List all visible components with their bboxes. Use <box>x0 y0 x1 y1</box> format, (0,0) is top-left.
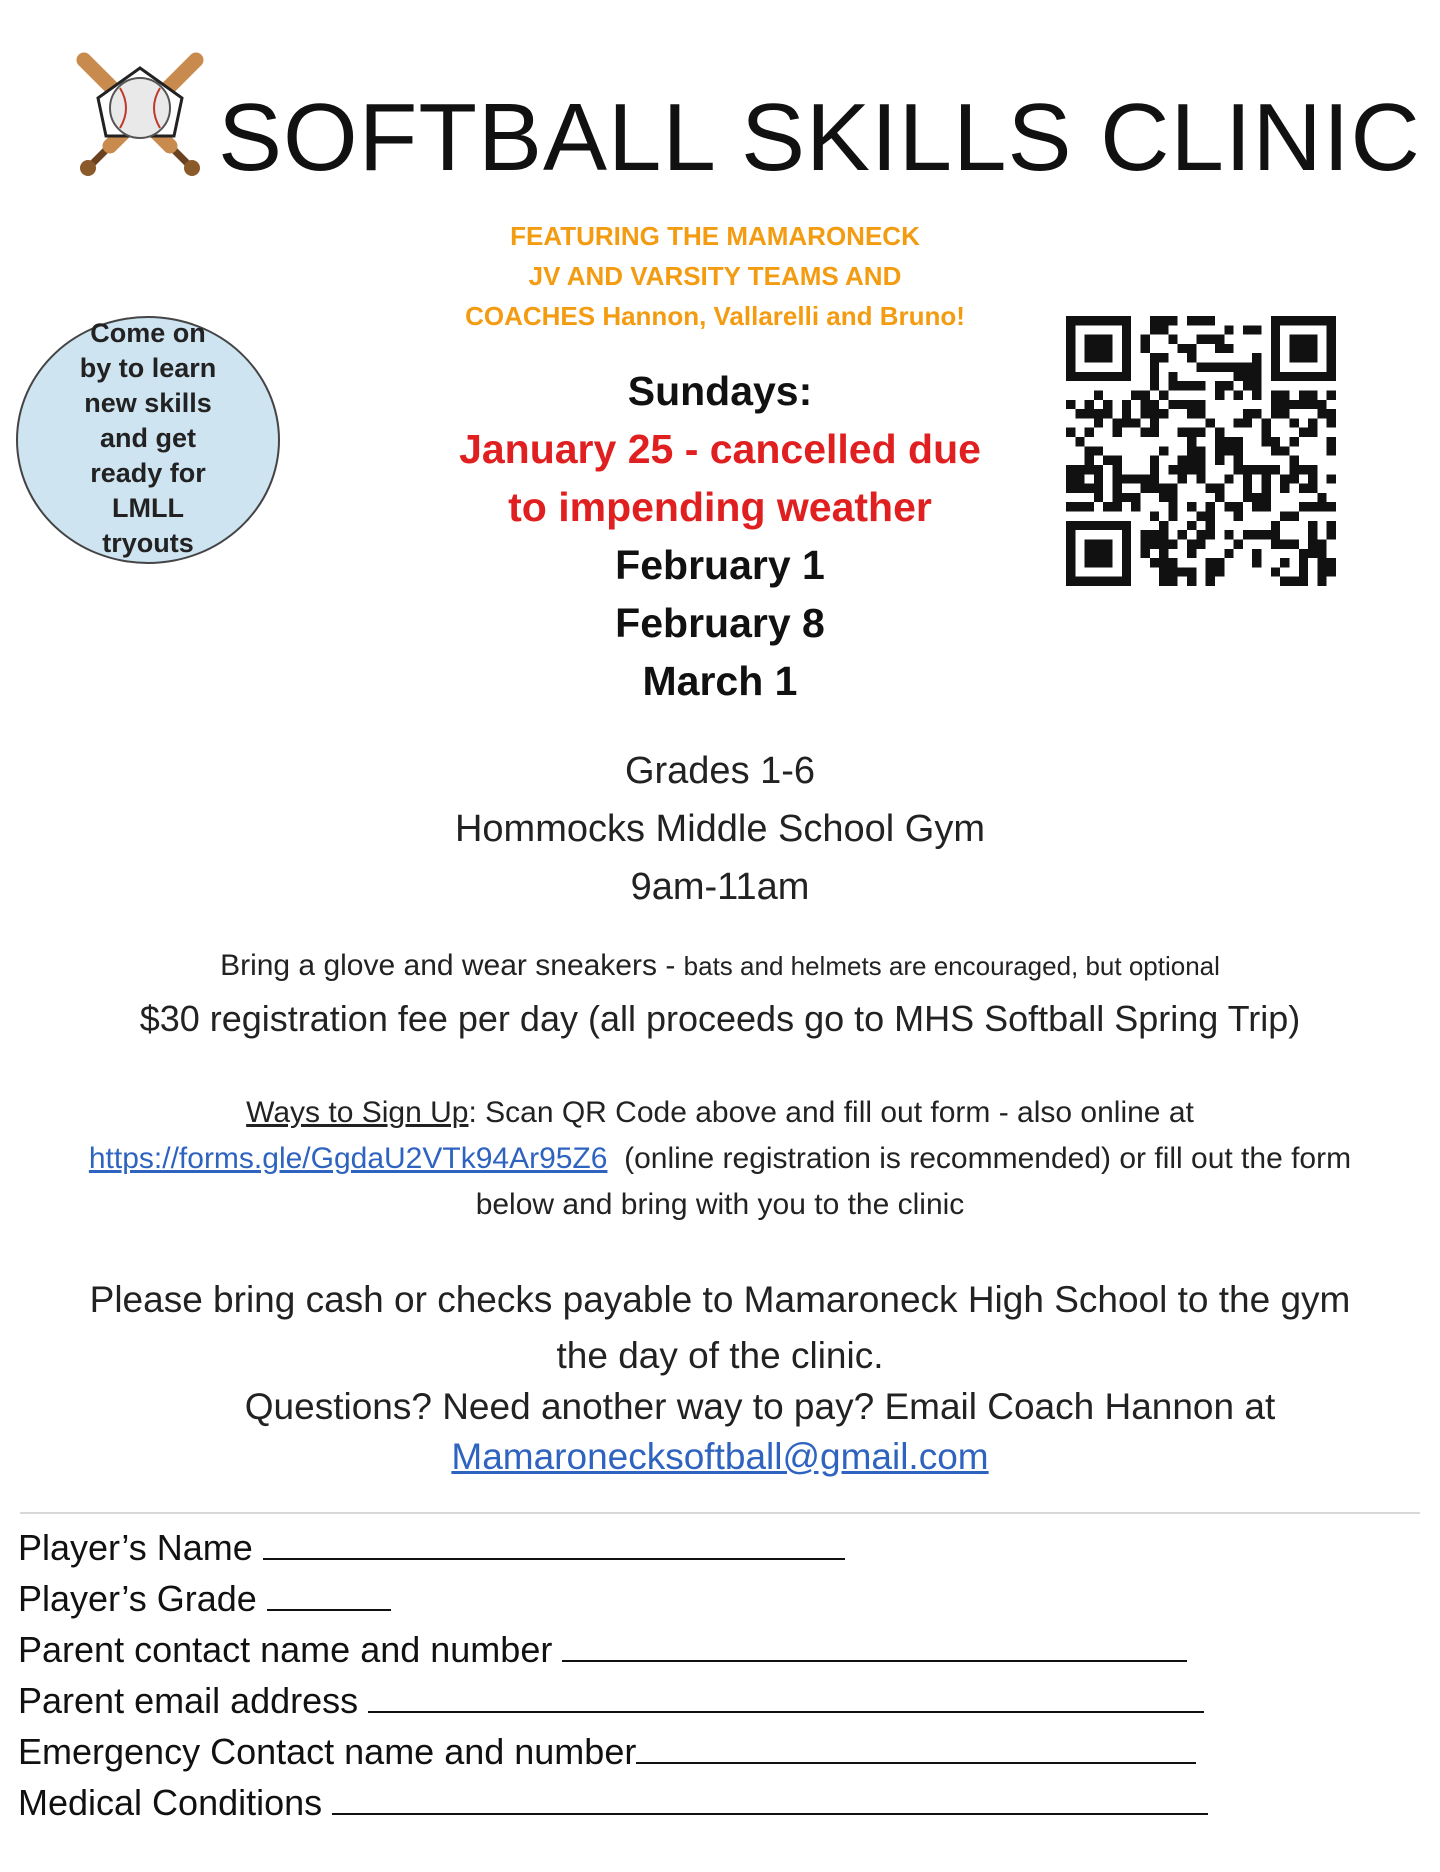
schedule-heading: Sundays: <box>627 368 813 414</box>
location-text: Hommocks Middle School Gym <box>454 808 986 850</box>
form-label: Parent contact name and number <box>18 1629 553 1670</box>
callout-line: by to learn <box>79 353 217 383</box>
featuring-line: COACHES Hannon, Vallarelli and Bruno! <box>465 301 965 331</box>
callout-text <box>16 316 280 561</box>
date-item: February 1 <box>615 542 825 588</box>
form-row <box>18 1777 1418 1828</box>
parent-email-field[interactable] <box>368 1677 1204 1713</box>
cancelled-date: January 25 - cancelled due <box>459 426 981 472</box>
divider <box>20 1512 1420 1514</box>
date-item: March 1 <box>642 658 798 704</box>
signup-text: below and bring with you to the clinic <box>475 1188 965 1221</box>
crossed-bats-baseball-icon <box>60 36 220 186</box>
equipment-main: Bring a glove and wear sneakers - <box>220 949 676 982</box>
payment-note <box>20 1272 1420 1384</box>
callout-line: ready for <box>90 458 206 488</box>
time-text: 9am-11am <box>630 866 810 908</box>
featuring-line: JV AND VARSITY TEAMS AND <box>528 261 902 291</box>
signup-text: : Scan QR Code above and fill out form - also online at <box>468 1096 1194 1129</box>
parent-contact-field[interactable] <box>562 1626 1187 1662</box>
featuring-text <box>430 216 1000 336</box>
cancelled-reason: to impending weather <box>508 484 932 530</box>
registration-form <box>18 1522 1418 1828</box>
fee-text: $30 registration fee per day (all proceeds go to MHS Softball Spring Trip) <box>139 998 1301 1039</box>
form-label: Medical Conditions <box>18 1782 323 1823</box>
page-title: SOFTBALL SKILLS CLINIC <box>218 84 1421 191</box>
player-name-field[interactable] <box>263 1524 845 1560</box>
payment-line: the day of the clinic. <box>556 1335 884 1376</box>
form-row <box>18 1573 1418 1624</box>
form-row <box>18 1726 1418 1777</box>
callout-line: LMLL <box>112 493 184 523</box>
email-link[interactable]: Mamaronecksoftball@gmail.com <box>451 1436 989 1477</box>
grades-text: Grades 1-6 <box>624 750 816 792</box>
medical-conditions-field[interactable] <box>332 1779 1208 1815</box>
signup-text: (online registration is recommended) or fill out the form <box>624 1142 1352 1175</box>
event-info <box>360 742 1080 916</box>
equipment-note <box>0 946 1440 986</box>
signup-link[interactable]: https://forms.gle/GgdaU2VTk94Ar95Z6 <box>88 1142 608 1175</box>
callout-line: tryouts <box>102 528 194 558</box>
questions-text: Questions? Need another way to pay? Email Coach Hannon at <box>244 1386 1276 1427</box>
callout-line: new skills <box>84 388 212 418</box>
schedule <box>360 362 1080 710</box>
form-row <box>18 1675 1418 1726</box>
signup-label: Ways to Sign Up <box>246 1096 469 1129</box>
signup-instructions <box>20 1090 1420 1228</box>
featuring-line: FEATURING THE MAMARONECK <box>510 221 920 251</box>
callout-line: and get <box>99 423 196 453</box>
callout-line: Come on <box>90 318 206 348</box>
emergency-contact-field[interactable] <box>636 1728 1196 1764</box>
form-label: Parent email address <box>18 1680 359 1721</box>
email-link-wrap <box>0 1432 1440 1482</box>
form-row <box>18 1624 1418 1675</box>
payment-line: Please bring cash or checks payable to Mamaroneck High School to the gym <box>89 1279 1351 1320</box>
form-row <box>18 1522 1418 1573</box>
player-grade-field[interactable] <box>267 1575 391 1611</box>
date-item: February 8 <box>615 600 825 646</box>
form-label: Emergency Contact name and number <box>18 1731 637 1772</box>
qr-code-icon[interactable] <box>1066 316 1336 586</box>
equipment-optional: bats and helmets are encouraged, but optional <box>683 951 1220 981</box>
form-label: Player’s Name <box>18 1527 253 1568</box>
form-label: Player’s Grade <box>18 1578 257 1619</box>
